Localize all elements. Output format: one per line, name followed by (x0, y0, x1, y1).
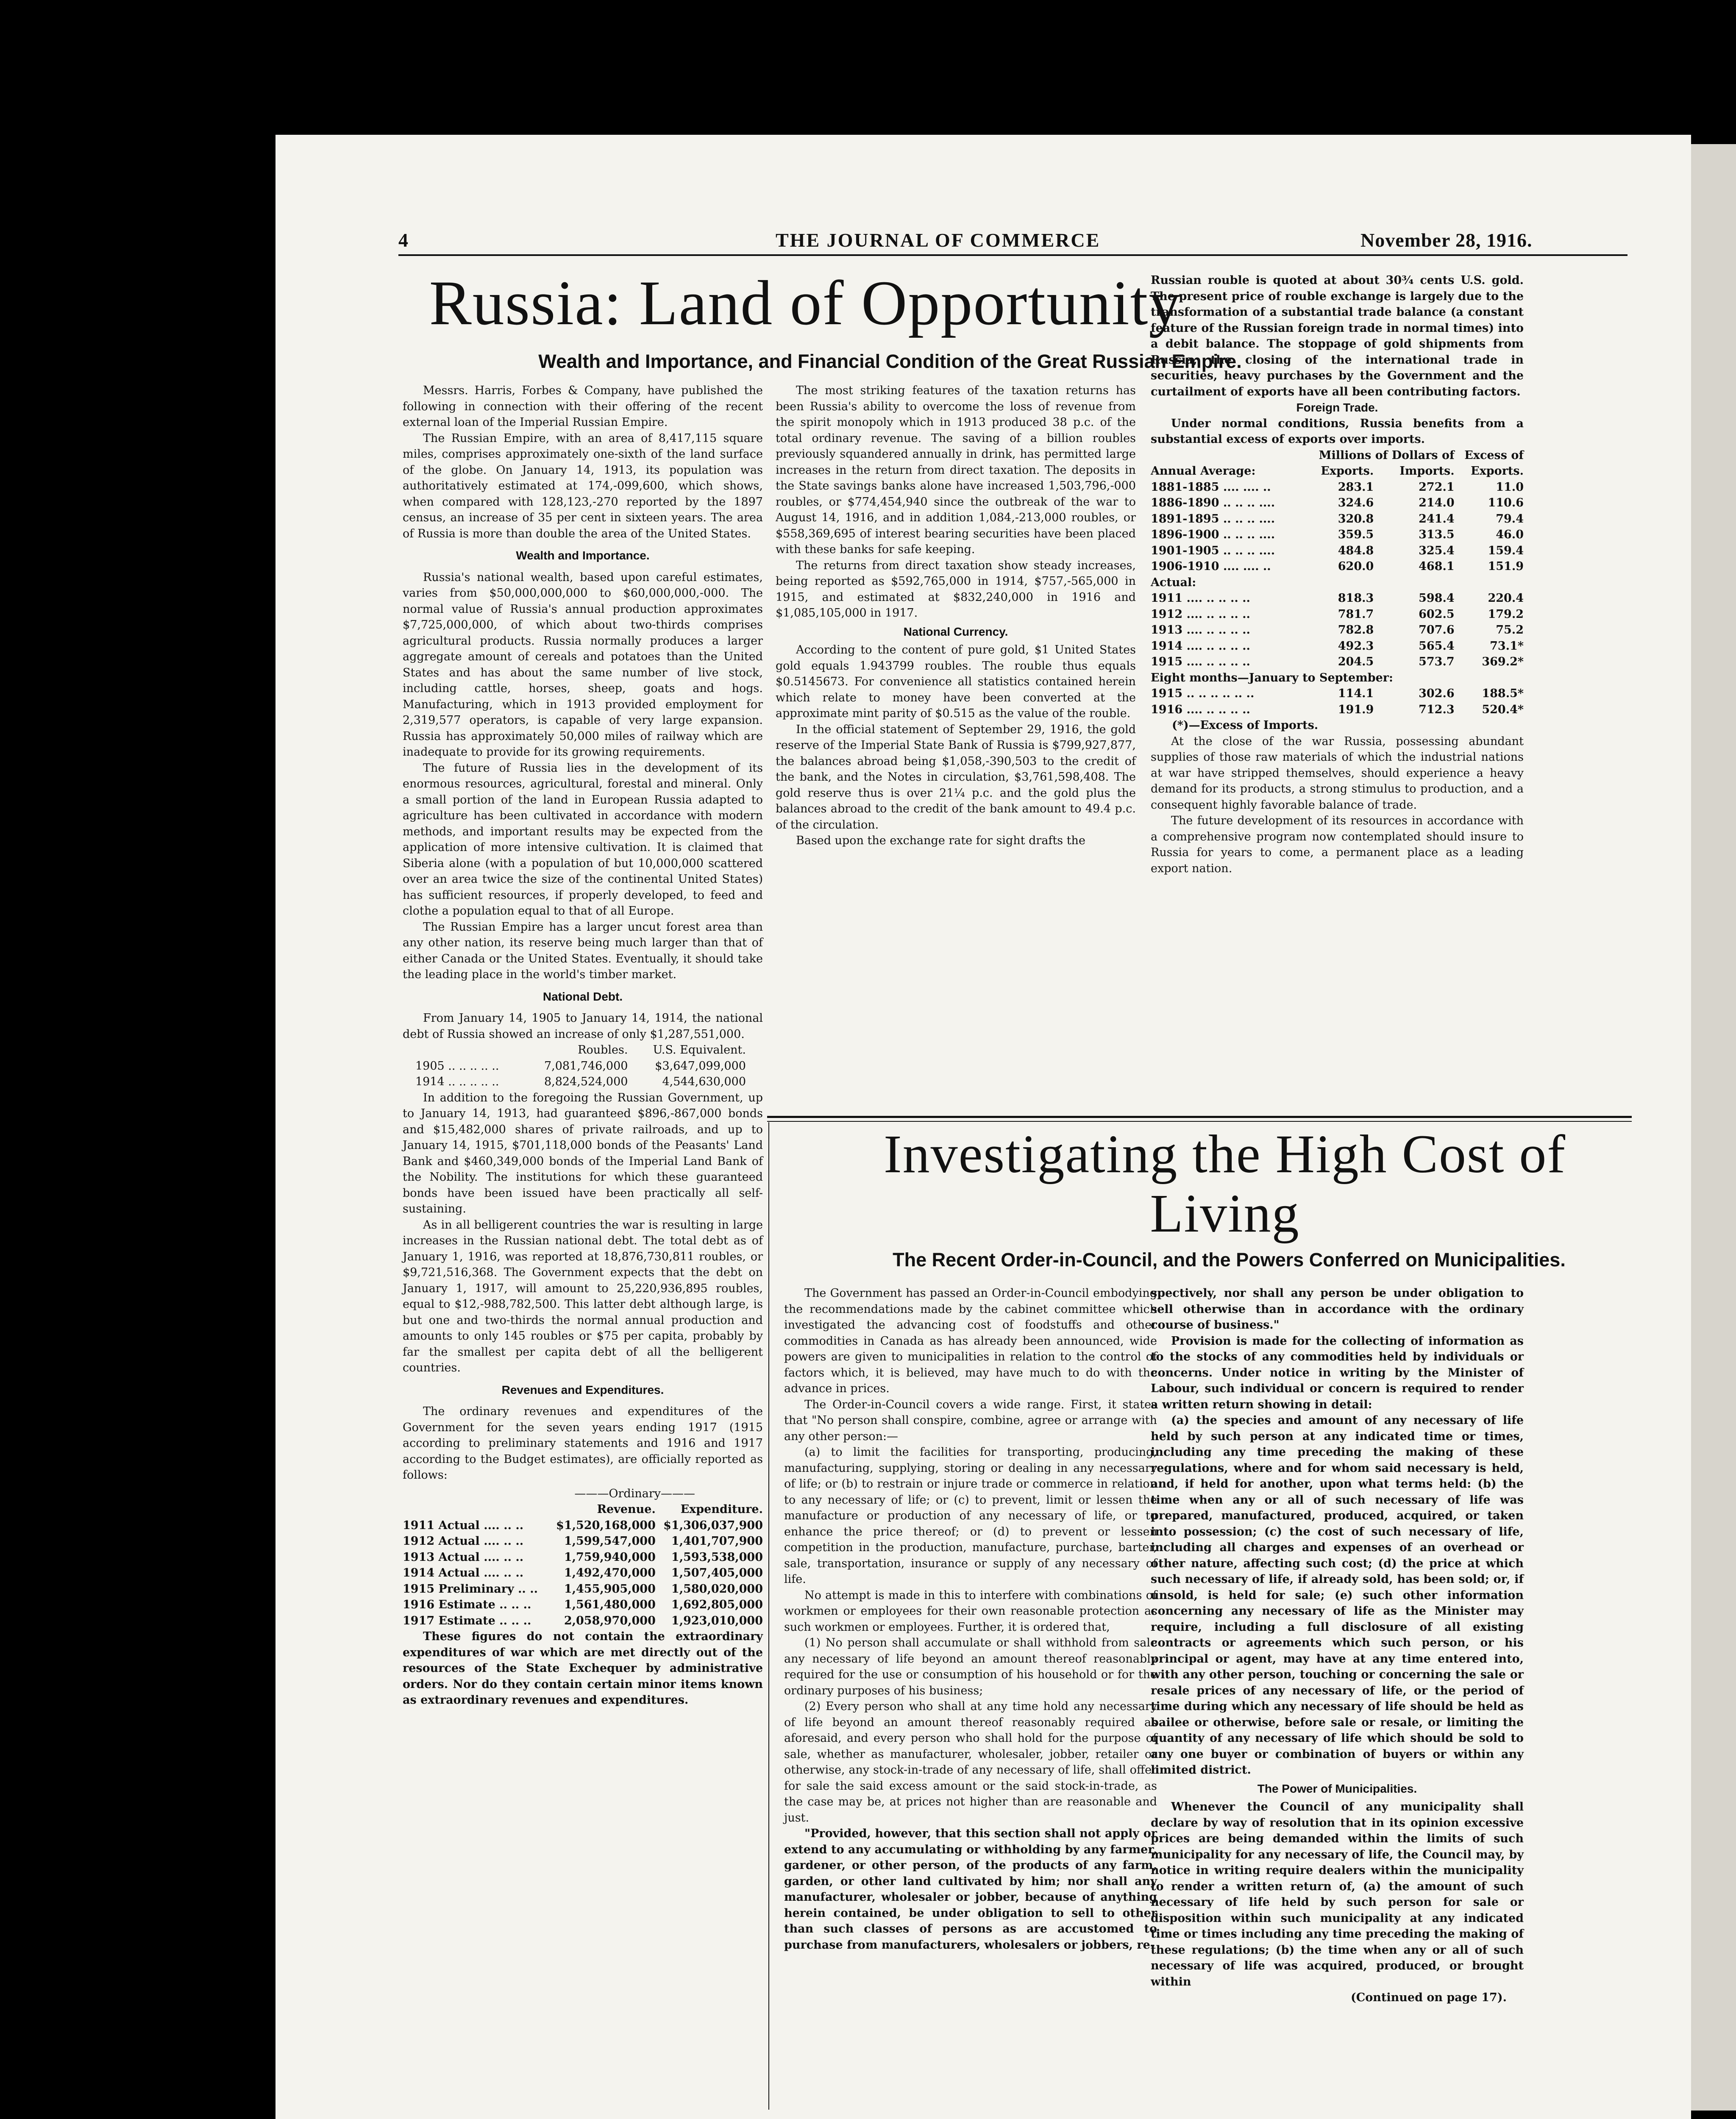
article2-title (767, 1124, 1683, 1243)
table-row: 1916 Estimate .. .. .. 1,561,480,000 1,692,805,000 (403, 1598, 763, 1611)
paragraph: (2) Every person who shall at any time hold any necessary of life beyond an amount thereof reasonably required as aforesaid, and every person who shall hold for the purpose of sale, whether as manufacturer, wholesaler, jobber, retailer or otherwise, any stock-in-trade of any necessary of life, shall offer for sale the said excess amount or the said stock-in-trade, as the case may be, at prices not higher than are reasonable and just. (784, 1700, 1157, 1824)
table-header-row: Annual Average: Exports. Imports. Exports. (1151, 463, 1524, 479)
table-row: 1915 Preliminary .. .. 1,455,905,000 1,580,020,000 (403, 1582, 763, 1596)
header-rule (398, 254, 1628, 256)
table-footnote: (*)—Excess of Imports. (1172, 719, 1319, 732)
article2-column-1 (784, 1285, 1157, 1953)
article1-subtitle: Wealth and Importance, and Financial Condition of the Great Russian Empire. (538, 350, 1242, 372)
issue-date: November 28, 1916. (1360, 229, 1533, 251)
paragraph: The Order-in-Council covers a wide range. First, it states that "No person shall conspire, combine, agree or arrange with any other person:— (784, 1398, 1157, 1443)
article2-column-2 (1151, 1285, 1524, 2006)
revenue-group-label: ———Ordinary——— (574, 1487, 695, 1500)
paragraph: Based upon the exchange rate for sight drafts the (796, 834, 1085, 847)
paragraph: The future of Russia lies in the development of its enormous resources, agricultural, forestal and mineral. Only a small portion of the land in European Russia adapted to agriculture has been cultivated in accordance with modern methods, and important results may be expected from the application of more intensive cultivation. It is claimed that Siberia alone (with a population of but 10,000,000 scattered over an area twice the size of the continental United States) has sufficient resources, if properly developed, to feed and clothe a population equal to that of all Europe. (403, 761, 763, 918)
paragraph: The Russian Empire has a larger uncut forest area than any other nation, its reserve being much larger than that of either Canada or the United States. Eventually, it should take the leading place in the world's timber market. (403, 920, 763, 981)
column-header: U.S. Equivalent. (653, 1043, 746, 1057)
paragraph: Russia's national wealth, based upon careful estimates, varies from $50,000,000,000 to $60,000,000,-000. The normal value of Russia's annual production approximates $7,725,000,000, of which about two-thirds comprises agricultural products. Russia normally produces a larger aggregate amount of cereals and potatoes than the United States and has about the same number of live stock, including cattle, horses, sheep, goats and hogs. Manufacturing, which in 1913 provided employment for 2,319,577 operators, is capable of very large expansion. Russia has approximately 50,000 miles of railway which are inadequate to provide for its growing requirements. (403, 570, 763, 759)
paragraph: (1) No person shall accumulate or shall withhold from sale any necessary of life beyond an amount thereof reasonably required for the use or consumption of his household or for the ordinary purposes of his business; (784, 1636, 1157, 1697)
table-row: 1913 .... .. .. .. .. 782.8 707.6 75.2 (1151, 623, 1524, 637)
column-header: Exports. (1471, 464, 1524, 478)
section-heading-power: The Power of Municipalities. (1257, 1782, 1417, 1795)
page-number: 4 (398, 229, 409, 251)
paragraph: The returns from direct taxation show steady increases, being reported as $592,765,000 in 1914, $757,-565,000 in 1915, and estimated at $832,240,000 in 1916 and $1,085,105,000 in 1917. (776, 559, 1136, 620)
paragraph: The ordinary revenues and expenditures of the Government for the seven years ending 1917 (1915 according to preliminary statements and 1916 and 1917 according to the Budget estimates), are officially reported as follows: (403, 1405, 763, 1482)
table-row: 1906-1910 .... .... .. 620.0 468.1 151.9 (1151, 560, 1524, 573)
table-row: 1911 Actual .... .. .. $1,520,168,000 $1,306,037,900 (403, 1518, 763, 1532)
article-divider (767, 1116, 1632, 1118)
article-divider (767, 1121, 1632, 1122)
section-heading-currency: National Currency. (903, 625, 1008, 638)
table-header-row (415, 1042, 746, 1058)
paragraph: As in all belligerent countries the war is resulting in large increases in the Russian national debt. The total debt as of January 1, 1916, was reported at 18,876,730,811 roubles, or $9,721,516,368. The Government expects that the debt on January 1, 1917, will amount to 25,220,936,895 roubles, equal to $12,-988,782,500. This latter debt although large, is but one and two-thirds the normal annual production and amounts to only 145 roubles or $75 per capita, probably by far the smallest per capita debt of all the belligerent countries. (403, 1218, 763, 1374)
table-subheading-row: Eight months—January to September: (1151, 671, 1393, 684)
column-header: Expenditure. (680, 1503, 763, 1516)
table-row: 1914 Actual .... .. .. 1,492,470,000 1,507,405,000 (403, 1566, 763, 1580)
table-row: 1901-1905 .. .. .. .... 484.8 325.4 159.4 (1151, 544, 1524, 557)
newspaper-page (275, 135, 1691, 2119)
paragraph: Provision is made for the collecting of information as to the stocks of any commodities held by individuals or concerns. Under notice in writing by the Minister of Labour, such individual or concern is required to render a written return showing in detail: (1151, 1334, 1524, 1411)
column-header: Imports. (1399, 464, 1455, 478)
table-row: 1916 .... .. .. .. .. 191.9 712.3 520.4* (1151, 703, 1524, 716)
paragraph: In addition to the foregoing the Russian Government, up to January 14, 1913, had guaranteed $896,-867,000 bonds and $15,482,000 shares of private railroads, and up to January 14, 1915, $701,118,000 bonds of the Peasants' Land Bank and $460,349,000 bonds of the Imperial Land Bank of the Nobility. The institutions for which these guaranteed bonds have been issued have been practically all self-sustaining. (403, 1091, 763, 1215)
journal-name: THE JOURNAL OF COMMERCE (776, 229, 1101, 251)
table-row: 1912 .... .. .. .. .. 781.7 602.5 179.2 (1151, 607, 1524, 621)
paragraph: The most striking features of the taxation returns has been Russia's ability to overcome the loss of revenue from the spirit monopoly which in 1913 produced 38 p.c. of the total ordinary revenue. The saving of a billion roubles previously squandered annually in drink, has permitted large increases in the return from direct taxation. The deposits in the State savings banks alone have increased 1,503,796,-000 roubles, or $774,454,940 since the outbreak of the war to August 14, 1916, and in addition 1,084,-213,000 roubles, or $558,369,695 of interest bearing securities have been placed with these banks for safe keeping. (776, 384, 1136, 556)
paragraph: Whenever the Council of any municipality shall declare by way of resolution that in its opinion excessive prices are being demanded within the limits of such municipality for any necessary of life, the Council may, by notice in writing require dealers within the municipality to render a written return of, (a) the amount of such necessary of life held by such person for sale or disposition within such municipality at any indicated time or times including any time preceding the making of these regulations; (b) the time when any or all of such necessary of life was acquired, produced, or brought within (1151, 1800, 1524, 1988)
section-heading-debt: National Debt. (542, 990, 623, 1003)
paragraph: "Provided, however, that this section shall not apply or extend to any accumulating or withholding by any farmer, gardener, or other person, of the products of any farm, garden, or other land cultivated by him; nor shall any manufacturer, wholesaler or jobber, because of anything herein contained, be under obligation to sell to other than such classes of persons as are accustomed to purchase from manufacturers, wholesalers or jobbers, re- (784, 1827, 1157, 1952)
debt-table (415, 1042, 746, 1090)
table-row: 1896-1900 .. .. .. .... 359.5 313.5 46.0 (1151, 528, 1524, 541)
column-header: Excess of (1464, 448, 1524, 462)
paragraph: At the close of the war Russia, possessing abundant supplies of those raw materials of which the industrial nations at war have stripped themselves, should experience a heavy demand for its products, a strong stimulus to production, and a consequent highly favorable balance of trade. (1151, 734, 1524, 812)
paragraph: Messrs. Harris, Forbes & Company, have published the following in connection with their offering of the recent external loan of the Imperial Russian Empire. (403, 384, 763, 429)
table-subheading-row: Actual: (1151, 576, 1196, 589)
article2-subtitle: The Recent Order-in-Council, and the Powers Conferred on Municipalities. (893, 1249, 1566, 1271)
table-row: 1891-1895 .. .. .. .... 320.8 241.4 79.4 (1151, 512, 1524, 526)
column-header: Revenue. (597, 1503, 656, 1516)
article1-title: Russia: Land of Opportunity (429, 268, 1182, 338)
column-header: Roubles. (578, 1043, 628, 1057)
revenue-table (403, 1502, 763, 1629)
article2-title-line1: Investigating the High Cost of (883, 1124, 1566, 1184)
article1-column-1 (403, 383, 763, 1708)
paragraph: These figures do not contain the extraordinary expenditures of war which are met directly out of the resources of the State Exchequer by administrative orders. Nor do they contain certain minor items known as extraordinary revenues and expenditures. (403, 1630, 763, 1707)
section-heading-revenues: Revenues and Expenditures. (501, 1383, 664, 1396)
table-row: 1915 .... .. .. .. .. 204.5 573.7 369.2* (1151, 655, 1524, 668)
paragraph: In the official statement of September 29, 1916, the gold reserve of the Imperial State Bank of Russia is $799,927,877, the balances abroad being $1,058,-390,503 to the credit of the bank, and the Notes in circulation, $3,761,598,408. The gold reserve thus is over 21¼ p.c. and the gold plus the balances abroad to the credit of the bank amount to 49.4 p.c. of the circulation. (776, 723, 1136, 831)
section-heading-wealth: Wealth and Importance. (516, 549, 650, 562)
table-row: 1914 .. .. .. .. .. 8,824,524,000 4,544,630,000 (415, 1075, 746, 1088)
paragraph: (a) to limit the facilities for transporting, producing, manufacturing, supplying, storing or dealing in any necessary of life; or (b) to restrain or injure trade or commerce in relation to any necessary of life; or (c) to prevent, limit or lessen the manufacture or production of any necessary of life, or to enhance the price thereof; or (d) to prevent or lessen competition in the production, manufacture, purchase, barter, sale, transportation, insurance or supply of any necessary of life. (784, 1446, 1157, 1586)
continued-note: (Continued on page 17). (1351, 1991, 1507, 2004)
paragraph: The future development of its resources in accordance with a comprehensive program now contemplated should insure to Russia for years to come, a permanent place as a leading export nation. (1151, 814, 1524, 875)
article1-column-2 (776, 383, 1136, 849)
table-header-row (403, 1502, 763, 1518)
paragraph: The Government has passed an Order-in-Council embodying the recommendations made by the cabinet committee which investigated the advancing cost of foodstuffs and other commodities in Canada as has already been announced, wide powers are given to municipalities in relation to the control of factors which, it is believed, may have much to do with the advance in prices. (784, 1287, 1157, 1395)
table-header-row (1151, 448, 1524, 464)
table-row: 1905 .. .. .. .. .. 7,081,746,000 $3,647,099,000 (415, 1059, 746, 1073)
paragraph: From January 14, 1905 to January 14, 1914, the national debt of Russia showed an increase of only $1,287,551,000. (403, 1012, 763, 1041)
table-row: 1911 .... .. .. .. .. 818.3 598.4 220.4 (1151, 592, 1524, 605)
table-row: 1914 .... .. .. .. .. 492.3 565.4 73.1* (1151, 639, 1524, 653)
table-row: 1915 .. .. .. .. .. .. 114.1 302.6 188.5* (1151, 687, 1524, 700)
table-row: 1912 Actual .... .. .. 1,599,547,000 1,401,707,900 (403, 1535, 763, 1548)
paragraph: Russian rouble is quoted at about 30¾ cents U.S. gold. The present price of rouble exchange is largely due to the transformation of a substantial trade balance (a constant feature of the Russian foreign trade in normal times) into a debit balance. The stoppage of gold shipments from Russia, the closing of the international trade in securities, heavy purchases by the Government and the curtailment of exports have all been contributing factors. (1151, 274, 1524, 398)
column-header: Millions of Dollars of (1319, 448, 1455, 462)
article2-title-line2: Living (1150, 1183, 1300, 1243)
section-heading-trade: Foreign Trade. (1296, 401, 1378, 414)
table-row: 1917 Estimate .. .. .. 2,058,970,000 1,923,010,000 (403, 1614, 763, 1627)
adjacent-page-edge (1691, 144, 1736, 2111)
paragraph: No attempt is made in this to interfere with combinations of workmen or employees for their own reasonable protection as such workmen or employees. Further, it is ordered that, (784, 1588, 1157, 1634)
paragraph: Under normal conditions, Russia benefits from a substantial excess of exports over imports. (1151, 417, 1524, 446)
table-row: 1881-1885 .... .... .. 283.1 272.1 11.0 (1151, 480, 1524, 494)
table-row: 1886-1890 .. .. .. .... 324.6 214.0 110.6 (1151, 496, 1524, 509)
paragraph: According to the content of pure gold, $1 United States gold equals 1.943799 roubles. The rouble thus equals $0.5145673. For convenience all statistics contained herein which relate to money have been converted at the approximate mint parity of $0.515 as the value of the rouble. (776, 643, 1136, 720)
column-divider (768, 1122, 769, 2110)
article1-column-3 (1151, 273, 1524, 876)
column-header: Exports. (1321, 464, 1374, 478)
paragraph: (a) the species and amount of any necessary of life held by such person at any indicated time or times, including any time preceding the making of these regulations, where and for whom said necessary is held, and, if held for another, upon what terms held: (b) the time when any or all of such necessary of life was prepared, manufactured, produced, acquired, or taken into possession; (c) the cost of such necessary of life, including all charges and expenses of an overhead or other nature, affecting such cost; (d) the price at which such necessary of life, if already sold, has been sold; or, if unsold, is held for sale; (e) such other information concerning any necessary of life as the Minister may require, including a full disclosure of all existing contracts or agreements which such person, or his principal or agent, may have at any time entered into, with any other person, touching or concerning the sale or resale prices of any necessary of life, or the period of time during which any necessary of life should be held as bailee or otherwise, before sale or resale, or limiting the quantity of any necessary of life which should be sold to any one buyer or combination of buyers or within any limited district. (1151, 1414, 1524, 1777)
table-row: 1913 Actual .... .. .. 1,759,940,000 1,593,538,000 (403, 1550, 763, 1564)
paragraph: The Russian Empire, with an area of 8,417,115 square miles, comprises approximately one-sixth of the land surface of the globe. On January 14, 1913, its population was authoritatively estimated at 174,-099,600, which shows, when compared with 128,123,-270 reported by the 1897 census, an increase of 35 per cent in sixteen years. The area of Russia is more than double the area of the United States. (403, 431, 763, 540)
foreign-trade-table (1151, 448, 1524, 718)
paragraph: spectively, nor shall any person be under obligation to sell otherwise than in accordance with the ordinary course of business." (1151, 1287, 1524, 1332)
